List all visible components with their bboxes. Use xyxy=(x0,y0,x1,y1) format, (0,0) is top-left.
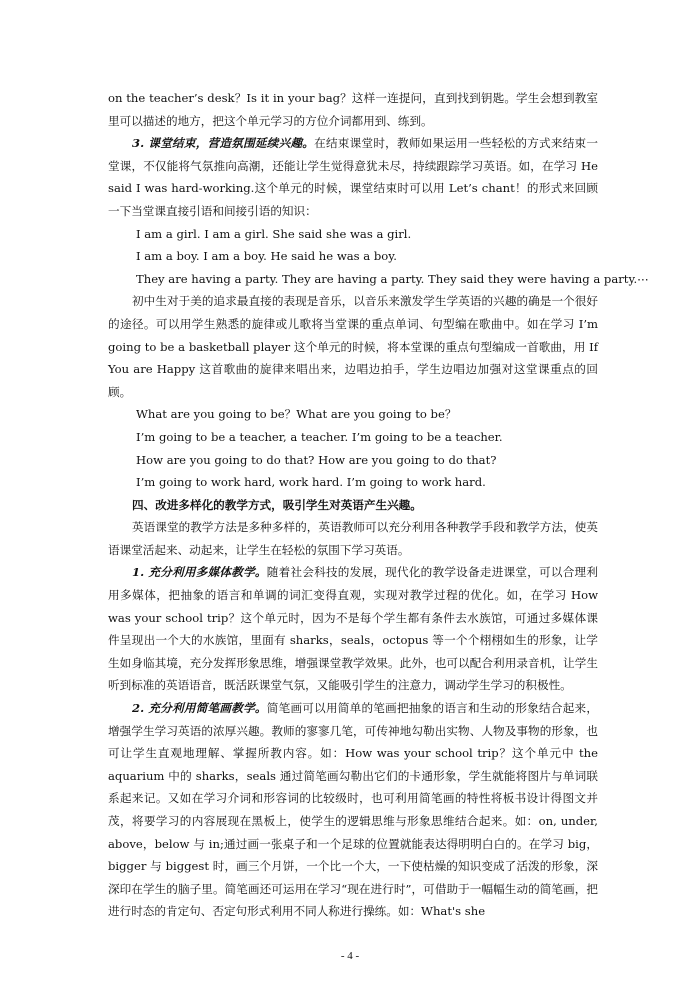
paragraph-multimedia xyxy=(108,561,598,697)
page-number: - 4 - xyxy=(340,950,360,962)
body-text xyxy=(108,87,649,923)
song-line-4: I’m going to work hard, work hard. I’m going to work hard. xyxy=(136,475,486,490)
chant-line-1: I am a girl. I am a girl. She said she was a girl. xyxy=(136,226,412,241)
chant-line-3: They are having a party. They are having a party. They said they were having a party.⋯ xyxy=(136,271,649,286)
paragraph-music: 初中生对于美的追求最直接的表现是音乐，以音乐来激发学生学英语的兴趣的确是一个很好的途径。可以用学生熟悉的旋律或儿歌将当堂课的重点单词、句型编在歌曲中。如在学习 I’m going to be a basketball player 这个单元的时候，将本堂课的重点句型编成一首歌曲，用 If You are Happy 这首歌曲的旋律来唱出来，边唱边拍手，学生边唱边加强对这堂课重点的回顾。 xyxy=(108,294,598,399)
subheading-sketch: 2. 充分利用简笔画教学。 xyxy=(132,701,267,716)
section-heading-4: 四、改进多样化的教学方式，吸引学生对英语产生兴趣。 xyxy=(132,497,422,512)
paragraph-multimedia-body: 随着社会科技的发展，现代化的教学设备走进课堂，可以合理利用多媒体，把抽象的语言和单调的词汇变得直观，实现对教学过程的优化。如，在学习 How was your school trip？这个单元时，因为不是每个学生都有条件去水族馆，可通过多媒体课件呈现出一个大的水族馆，里面有 sharks，seals，octopus 等一个个栩栩如生的形象，让学生如身临其境，充分发挥形象思维，增强课堂教学效果。此外，也可以配合利用录音机，让学生听到标准的英语语音，既活跃课堂气氛，又能吸引学生的注意力，调动学生学习的积极性。 xyxy=(108,565,598,693)
song-line-3: How are you going to do that? How are you going to do that? xyxy=(136,452,497,467)
subheading-multimedia: 1. 充分利用多媒体教学。 xyxy=(132,565,267,580)
song-line-1: What are you going to be？What are you going to be？ xyxy=(136,407,457,422)
paragraph-methods: 英语课堂的教学方法是多种多样的，英语教师可以充分利用各种教学手段和教学方法，使英语课堂活起来、动起来，让学生在轻松的氛围下学习英语。 xyxy=(108,520,598,557)
paragraph-sketch xyxy=(108,697,598,923)
subheading-class-ending: 3. 课堂结束，营造氛围延续兴趣。 xyxy=(132,136,315,151)
paragraph-continued: on the teacher’s desk？Is it in your bag？这样一连提问，直到找到钥匙。学生会想到教室里可以描述的地方，把这个单元学习的方位介词都用到、练到。 xyxy=(108,91,598,128)
paragraph-class-ending-body: 在结束课堂时，教师如果运用一些轻松的方式来结束一堂课，不仅能将气氛推向高潮，还能让学生觉得意犹未尽，持续跟踪学习英语。如，在学习 He said I was hard-working.这个单元的时候，课堂结束时可以用 Let’s chant！的形式来回顾一下当堂课直接引语和间接引语的知识： xyxy=(108,136,598,218)
chant-line-2: I am a boy. I am a boy. He said he was a boy. xyxy=(136,249,397,264)
song-line-2: I’m going to be a teacher, a teacher. I’m going to be a teacher. xyxy=(136,429,503,444)
paragraph-sketch-body: 简笔画可以用简单的笔画把抽象的语言和生动的形象结合起来，增强学生学习英语的浓厚兴趣。教师的寥寥几笔，可传神地勾勒出实物、人物及事物的形象，也可让学生直观地理解、掌握所教内容。如：How was your school trip？这个单元中 the aquarium 中的 sharks，seals 通过简笔画勾勒出它们的卡通形象，学生就能将图片与单词联系起来记。又如在学习介词和形容词的比较级时，也可利用简笔画的特性将板书设计得图文并茂，将要学习的内容展现在黑板上，使学生的逻辑思维与形象思维结合起来。如：on, under, above，below 与 in;通过画一张桌子和一个足球的位置就能表达得明明白白的。在学习 big， bigger 与 biggest 时，画三个月饼，一个比一个大，一下使枯燥的知识变成了活泼的形象，深深印在学生的脑子里。简笔画还可运用在学习“现在进行时”，可借助于一幅幅生动的简笔画，把进行时态的肯定句、否定句形式利用不同人称进行操练。如：What's she xyxy=(108,701,598,919)
paragraph-class-ending xyxy=(108,132,598,222)
